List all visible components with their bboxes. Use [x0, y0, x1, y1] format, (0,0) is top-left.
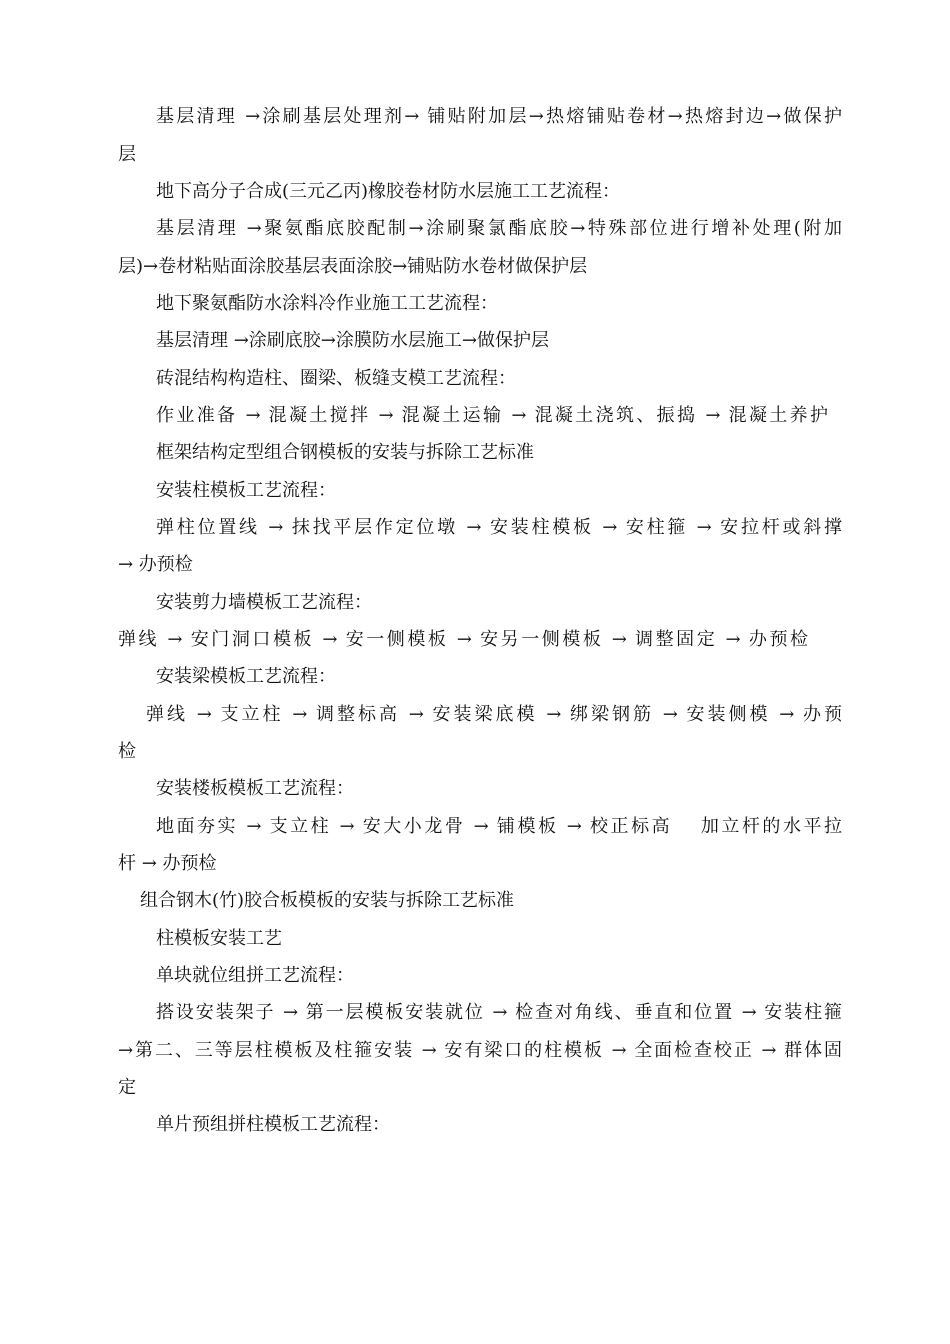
- text-line: → 办预检: [118, 554, 193, 575]
- text-line: 组合钢木(竹)胶合板模板的安装与拆除工艺标准: [140, 890, 515, 911]
- text-line: 层: [118, 144, 136, 165]
- text-line: 基层清理 →涂刷底胶→涂膜防水层施工→做保护层: [156, 330, 549, 351]
- text-line: 层)→卷材粘贴面涂胶基层表面涂胶→铺贴防水卷材做保护层: [118, 256, 588, 277]
- text-line: 作业准备 → 混凝土搅拌 → 混凝土运输 → 混凝土浇筑、振捣 → 混凝土养护: [156, 405, 828, 426]
- text-line: 单片预组拼柱模板工艺流程：: [156, 1114, 390, 1135]
- text-line: 杆 → 办预检: [118, 853, 217, 874]
- text-line: 弹线 → 支立柱 → 调整标高 → 安装梁底模 → 绑梁钢筋 → 安装侧模 → 办预: [146, 704, 842, 725]
- text-line: 安装剪力墙模板工艺流程：: [156, 592, 372, 613]
- text-line: 柱模板安装工艺: [156, 928, 282, 949]
- text-line: 砖混结构构造柱、圈梁、板缝支模工艺流程：: [156, 368, 516, 389]
- text-line: 地面夯实 → 支立柱 → 安大小龙骨 → 铺模板 → 校正标高 加立杆的水平拉: [156, 816, 842, 837]
- text-line: 弹柱位置线 → 抹找平层作定位墩 → 安装柱模板 → 安柱箍 → 安拉杆或斜撑: [156, 517, 842, 538]
- text-line: 框架结构定型组合钢模板的安装与拆除工艺标准: [156, 442, 534, 463]
- text-line: →第二、三等层柱模板及柱箍安装 → 安有梁口的柱模板 → 全面检查校正 → 群体固: [118, 1040, 842, 1061]
- text-line: 弹线 → 安门洞口模板 → 安一侧模板 → 安另一侧模板 → 调整固定 → 办预检: [118, 629, 808, 650]
- text-line: 地下聚氨酯防水涂料冷作业施工工艺流程：: [156, 293, 498, 314]
- text-line: 基层清理 →涂刷基层处理剂→ 铺贴附加层→热熔铺贴卷材→热熔封边→做保护: [156, 106, 842, 127]
- text-line: 单块就位组拼工艺流程：: [156, 965, 354, 986]
- text-line: 安装柱模板工艺流程：: [156, 480, 336, 501]
- text-line: 安装楼板模板工艺流程：: [156, 778, 354, 799]
- text-line: 安装梁模板工艺流程：: [156, 666, 336, 687]
- text-line: 地下高分子合成(三元乙丙)橡胶卷材防水层施工工艺流程：: [156, 181, 621, 202]
- text-line: 搭设安装架子 → 第一层模板安装就位 → 检查对角线、垂直和位置 → 安装柱箍: [156, 1002, 842, 1023]
- text-line: 检: [118, 741, 136, 762]
- text-line: 基层清理 →聚氨酯底胶配制→涂刷聚氯酯底胶→特殊部位进行增补处理(附加: [156, 218, 842, 239]
- text-line: 定: [118, 1077, 136, 1098]
